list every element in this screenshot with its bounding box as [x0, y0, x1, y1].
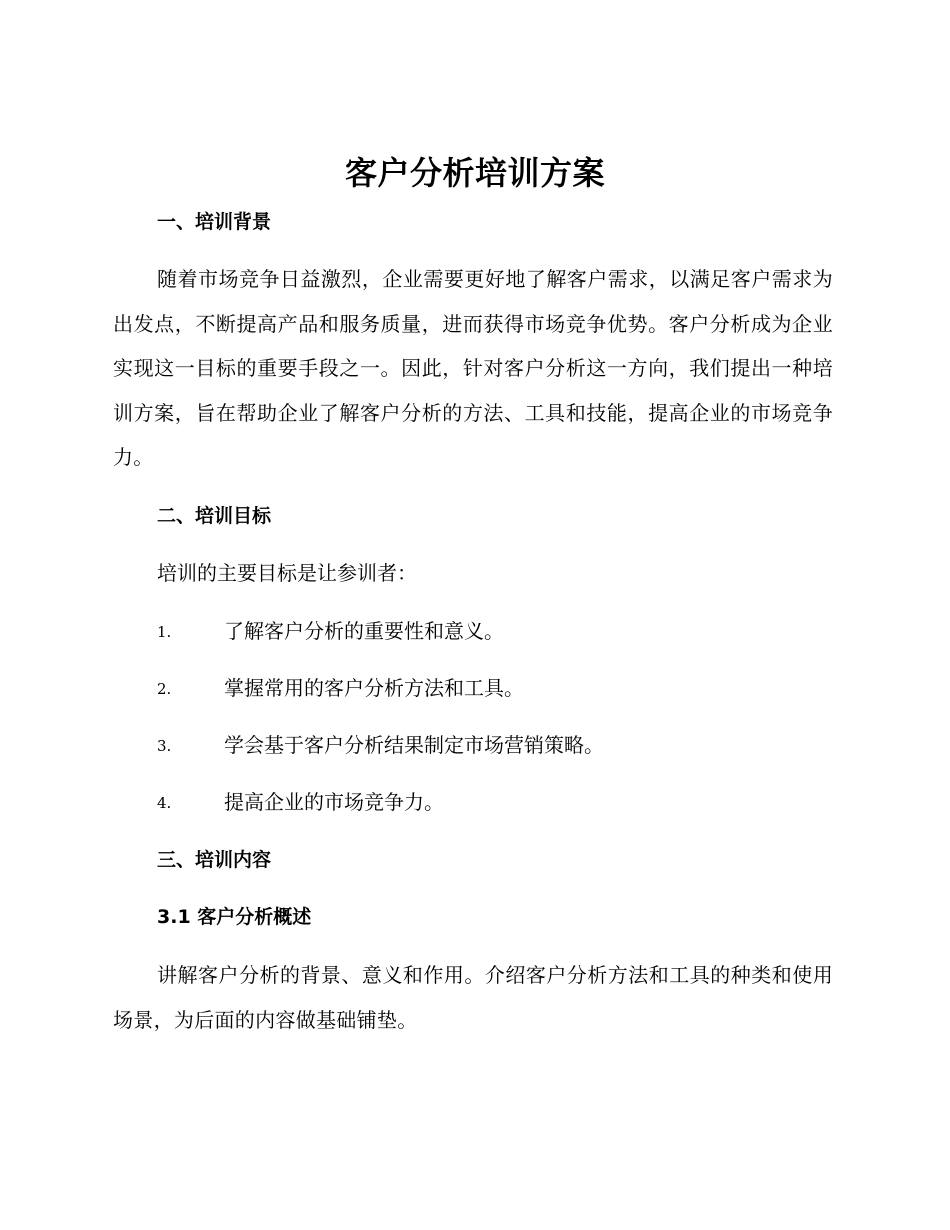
section-heading-background: 一、培训背景	[157, 211, 272, 233]
overview-paragraph: 讲解客户分析的背景、意义和作用。介绍客户分析方法和工具的种类和使用场景，为后面的内容做基础铺垫。	[113, 963, 833, 1032]
list-item-number: 4.	[157, 794, 172, 812]
list-item-text: 提高企业的市场竞争力。	[224, 790, 444, 814]
list-item-number: 3.	[157, 737, 172, 755]
document-title: 客户分析培训方案	[344, 154, 605, 192]
list-item-number: 2.	[157, 680, 172, 698]
section-heading-goals: 二、培训目标	[157, 505, 272, 527]
list-item-number: 1.	[157, 623, 172, 641]
list-item-text: 了解客户分析的重要性和意义。	[224, 619, 504, 643]
goals-intro: 培训的主要目标是让参训者：	[157, 561, 417, 585]
list-item-text: 学会基于客户分析结果制定市场营销策略。	[224, 733, 604, 757]
list-item-text: 掌握常用的客户分析方法和工具。	[224, 676, 524, 700]
background-paragraph: 随着市场竞争日益激烈，企业需要更好地了解客户需求，以满足客户需求为出发点，不断提高产品和服务质量，进而获得市场竞争优势。客户分析成为企业实现这一目标的重要手段之一。因此，针对客户分析这一方向，我们提出一种培训方案，旨在帮助企业了解客户分析的方法、工具和技能，提高企业的市场竞争力。	[113, 267, 833, 469]
subsection-heading-overview: 3.1 客户分析概述	[157, 906, 312, 928]
section-heading-content: 三、培训内容	[157, 849, 272, 871]
